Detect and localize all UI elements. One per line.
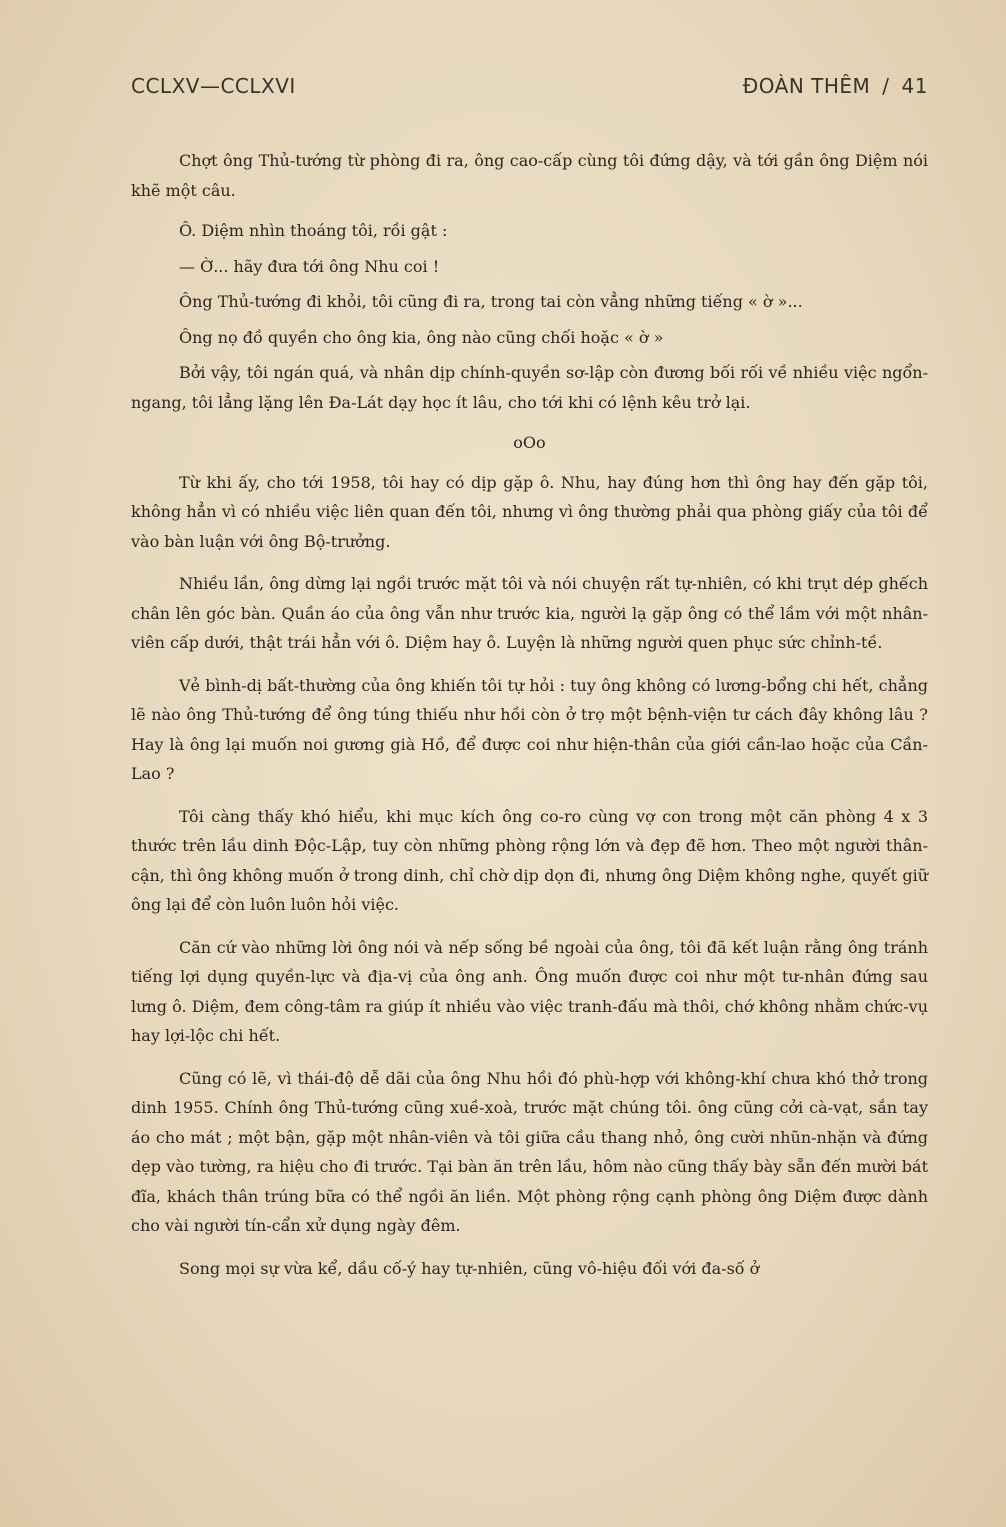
page-number: 41 bbox=[901, 74, 928, 98]
paragraph: Vẻ bình-dị bất-thường của ông khiến tôi tự hỏi : tuy ông không có lương-bổng chi hết, chẳng lẽ nào ông Thủ-tướng để ông túng thiếu như hồi còn ở trọ một bệnh-viện tư cách đây không lâu ? Hay là ông lại muốn noi gương già Hồ, để được coi như hiện-thân của giới cần-lao hoặc của Cần-Lao ? bbox=[131, 675, 928, 783]
paragraph: Tôi càng thấy khó hiểu, khi mục kích ông co-ro cùng vợ con trong một căn phòng 4 x 3 thước trên lầu dinh Độc-Lập, tuy còn những phòng rộng lớn và đẹp đẽ hơn. Theo một người thân-cận, thì ông không muốn ở trong dinh, chỉ chờ dịp dọn đi, nhưng ông Diệm không nghe, quyết giữ ông lại để còn luôn luôn hỏi việc. bbox=[131, 806, 928, 914]
dialogue-line: — Ờ... hãy đưa tới ông Nhu coi ! bbox=[179, 256, 440, 276]
paragraph: Song mọi sự vừa kể, dầu cố-ý hay tự-nhiên, cũng vô-hiệu đối với đa-số ở bbox=[179, 1258, 760, 1278]
paragraph: Ông nọ đồ quyền cho ông kia, ông nào cũng chối hoặc « ờ » bbox=[179, 327, 664, 347]
paragraph: Nhiều lần, ông dừng lại ngồi trước mặt tôi và nói chuyện rất tự-nhiên, có khi trụt dép ghếch chân lên góc bàn. Quần áo của ông vẫn như trước kia, người lạ gặp ông có thể lầm với một nhân-viên cấp dưới, thật trái hẳn với ô. Diệm hay ô. Luyện là những người quen phục sức chỉnh-tề. bbox=[131, 574, 928, 652]
paragraph: Bởi vậy, tôi ngán quá, và nhân dịp chính-quyền sơ-lập còn đương bối rối về nhiều việc ngổn-ngang, tôi lẳng lặng lên Đa-Lát dạy học ít lâu, cho tới khi có lệnh kêu trở lại. bbox=[131, 363, 928, 412]
paragraph: Căn cứ vào những lời ông nói và nếp sống bề ngoài của ông, tôi đã kết luận rằng ông tránh tiếng lợi dụng quyền-lực và địa-vị của ông anh. Ông muốn được coi như một tư-nhân đứng sau lưng ô. Diệm, đem công-tâm ra giúp ít nhiều vào việc tranh-đấu mà thôi, chớ không nhằm chức-vụ hay lợi-lộc chi hết. bbox=[131, 937, 928, 1045]
paragraph: Ô. Diệm nhìn thoáng tôi, rồi gật : bbox=[179, 221, 448, 240]
paragraph: Từ khi ấy, cho tới 1958, tôi hay có dịp gặp ô. Nhu, hay đúng hơn thì ông hay đến gặp tôi, không hẳn vì có nhiều việc liên quan đến tôi, nhưng vì ông thường phải qua phòng giấy của tôi để vào bàn luận với ông Bộ-trưởng. bbox=[131, 472, 928, 551]
page-body bbox=[131, 146, 928, 1294]
section-separator: oOo bbox=[513, 433, 546, 452]
paragraph: Cũng có lẽ, vì thái-độ dễ dãi của ông Nhu hồi đó phù-hợp với không-khí chưa khó thở trong dinh 1955. Chính ông Thủ-tướng cũng xuề-xoà, trước mặt chúng tôi. ông cũng cởi cà-vạt, sắn tay áo cho mát ; một bận, gặp một nhân-viên và tôi giữa cầu thang nhỏ, ông cười nhũn-nhặn và đứng dẹp vào tường, ra hiệu cho đi trước. Tại bàn ăn trên lầu, hôm nào cũng thấy bày sẵn đến mười bát đĩa, khách thân trúng bữa có thể ngồi ăn liền. Một phòng rộng cạnh phòng ông Diệm được dành cho vài người tín-cẩn xử dụng ngày đêm. bbox=[131, 1068, 928, 1235]
author-page bbox=[743, 74, 928, 98]
paragraph: Ông Thủ-tướng đi khỏi, tôi cũng đi ra, trong tai còn vẳng những tiếng « ờ »... bbox=[179, 292, 803, 311]
chapter-range: CCLXV—CCLXVI bbox=[131, 74, 296, 98]
paragraph: Chợt ông Thủ-tướng từ phòng đi ra, ông cao-cấp cùng tôi đứng dậy, và tới gần ông Diệm nói khẽ một câu. bbox=[131, 151, 928, 200]
header-slash: / bbox=[882, 74, 890, 98]
author-name: ĐOÀN THÊM bbox=[742, 74, 871, 98]
running-header bbox=[131, 74, 928, 104]
